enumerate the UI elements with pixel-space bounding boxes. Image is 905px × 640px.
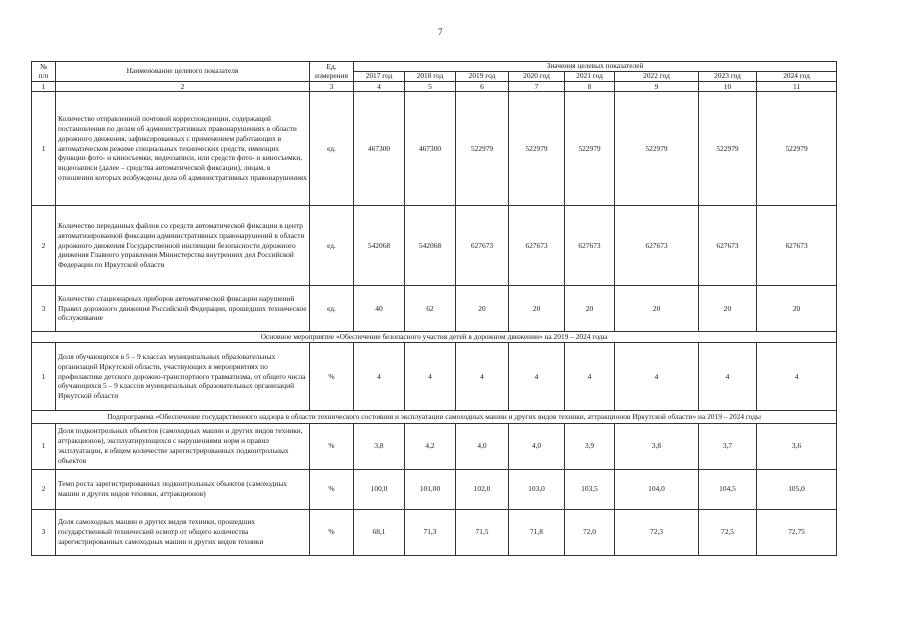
row-value: 522979 [456,92,509,206]
row-value: 4,0 [509,423,565,469]
row-num: 1 [32,423,56,469]
header-name: Наименование целевого показателя [56,62,310,82]
header-year: 2020 год [509,72,565,82]
header-year: 2019 год [456,72,509,82]
row-value: 542068 [354,206,405,286]
row-value: 4 [405,343,456,411]
row-value: 20 [615,286,699,332]
row-value: 4 [757,343,837,411]
row-unit: % [310,469,354,509]
target-indicators-table [31,61,837,556]
row-value: 627673 [509,206,565,286]
row-value: 542068 [405,206,456,286]
column-number: 5 [405,82,456,92]
header-year: 2018 год [405,72,456,82]
row-value: 100,0 [354,469,405,509]
row-value: 3,8 [615,423,699,469]
table-row [32,423,837,469]
row-value: 4 [456,343,509,411]
row-value: 3,8 [354,423,405,469]
row-value: 20 [509,286,565,332]
header-year: 2021 год [565,72,615,82]
column-number: 2 [56,82,310,92]
row-value: 20 [757,286,837,332]
row-value: 72,3 [615,509,699,555]
column-number: 8 [565,82,615,92]
table-header [32,62,837,82]
header-year: 2024 год [757,72,837,82]
row-value: 20 [456,286,509,332]
header-year: 2022 год [615,72,699,82]
row-value: 4,0 [456,423,509,469]
row-name: Количество отправленной почтовой корреспонденции, содержащей постановления по делам об административных правонарушениях в области дорожного движения, зафиксированных с применением работающих в автоматическом режиме специальных технических средств, имеющих функции фото- и киносъемки, видеозаписи, или средств фото- и киносъемки, видеозаписи (далее – средства автоматической фиксации), лицам, в отношении которых возбуждены дела об административных правонарушениях [56,92,310,206]
row-value: 4 [615,343,699,411]
row-value: 627673 [615,206,699,286]
row-value: 72,5 [699,509,757,555]
column-number: 11 [757,82,837,92]
header-year: 2017 год [354,72,405,82]
row-value: 4 [509,343,565,411]
row-value: 522979 [509,92,565,206]
row-unit: % [310,343,354,411]
row-name: Количество переданных файлов со средств автоматической фиксации в центр автоматизированной фиксации административных правонарушений в области дорожного движения Государственной инспекции безопасности дорожного движения Главного управления Министерства внутренних дел Российской Федерации по Иркутской области [56,206,310,286]
column-number: 4 [354,82,405,92]
row-value: 20 [699,286,757,332]
row-unit: ед. [310,286,354,332]
table-row [32,286,837,332]
row-value: 62 [405,286,456,332]
header-num: № п/п [32,62,56,82]
section-title-row [32,411,837,424]
row-value: 627673 [757,206,837,286]
row-unit: % [310,509,354,555]
column-number: 10 [699,82,757,92]
section-title: Основное мероприятие «Обеспечение безопасного участия детей в дорожном движении» на 2019 – 2024 годы [32,332,837,343]
column-number: 9 [615,82,699,92]
row-value: 4 [699,343,757,411]
row-value: 627673 [565,206,615,286]
row-name: Доля обучающихся в 5 – 9 классах муниципальных образовательных организаций Иркутской области, участвующих в мероприятиях по профилактике детского дорожно-транспортного травматизма, от общего числа обучающихся 5 – 9 классов муниципальных образовательных организаций Иркутской области [56,343,310,411]
row-num: 1 [32,92,56,206]
section-title: Подпрограмма «Обеспечение государственного надзора в области технического состояния и эксплуатации самоходных машин и других видов техники, аттракционов Иркутской области» на 2019 – 2024 годы [32,411,837,424]
page-number: 7 [438,27,443,37]
row-value: 3,9 [565,423,615,469]
table-row [32,92,837,206]
row-value: 522979 [615,92,699,206]
row-value: 522979 [565,92,615,206]
table-row [32,343,837,411]
row-value: 71,5 [456,509,509,555]
row-value: 72,0 [565,509,615,555]
row-name: Количество стационарных приборов автоматической фиксации нарушений Правил дорожного движения Российской Федерации, прошедших техническое обслуживание [56,286,310,332]
table-row [32,206,837,286]
row-value: 4 [354,343,405,411]
row-value: 522979 [699,92,757,206]
row-value: 72,75 [757,509,837,555]
row-value: 3,6 [757,423,837,469]
row-value: 20 [565,286,615,332]
row-value: 4 [565,343,615,411]
row-value: 3,7 [699,423,757,469]
row-name: Темп роста зарегистрированных подконтрольных объектов (самоходных машин и других видов техники, аттракционов) [56,469,310,509]
row-value: 68,1 [354,509,405,555]
header-unit: Ед. измерения [310,62,354,82]
row-value: 40 [354,286,405,332]
row-num: 3 [32,286,56,332]
row-unit: % [310,423,354,469]
column-number: 3 [310,82,354,92]
row-num: 2 [32,469,56,509]
row-value: 105,0 [757,469,837,509]
column-number: 1 [32,82,56,92]
column-number: 7 [509,82,565,92]
section-title-row [32,332,837,343]
header-year: 2023 год [699,72,757,82]
column-numbers-row [32,82,837,92]
row-value: 101,00 [405,469,456,509]
row-value: 522979 [757,92,837,206]
row-value: 627673 [699,206,757,286]
row-value: 102,0 [456,469,509,509]
row-value: 71,3 [405,509,456,555]
row-value: 627673 [456,206,509,286]
row-value: 103,0 [509,469,565,509]
row-value: 103,5 [565,469,615,509]
row-value: 104,0 [615,469,699,509]
row-unit: ед. [310,206,354,286]
row-unit: ед. [310,92,354,206]
column-number: 6 [456,82,509,92]
row-value: 467300 [405,92,456,206]
row-num: 3 [32,509,56,555]
row-value: 104,5 [699,469,757,509]
table-row [32,509,837,555]
header-values: Значения целевых показателей [354,62,837,72]
row-value: 4,2 [405,423,456,469]
row-value: 71,8 [509,509,565,555]
row-num: 1 [32,343,56,411]
row-num: 2 [32,206,56,286]
row-name: Доля самоходных машин и других видов техники, прошедших государственный технический осмотр от общего количества зарегистрированных самоходных машин и других видов техники [56,509,310,555]
row-name: Доля подконтрольных объектов (самоходных машин и других видов техники, аттракционов), эксплуатирующихся с нарушениями норм и правил эксплуатации, в общем количестве зарегистрированных подконтрольных объектов [56,423,310,469]
table-row [32,469,837,509]
row-value: 467300 [354,92,405,206]
